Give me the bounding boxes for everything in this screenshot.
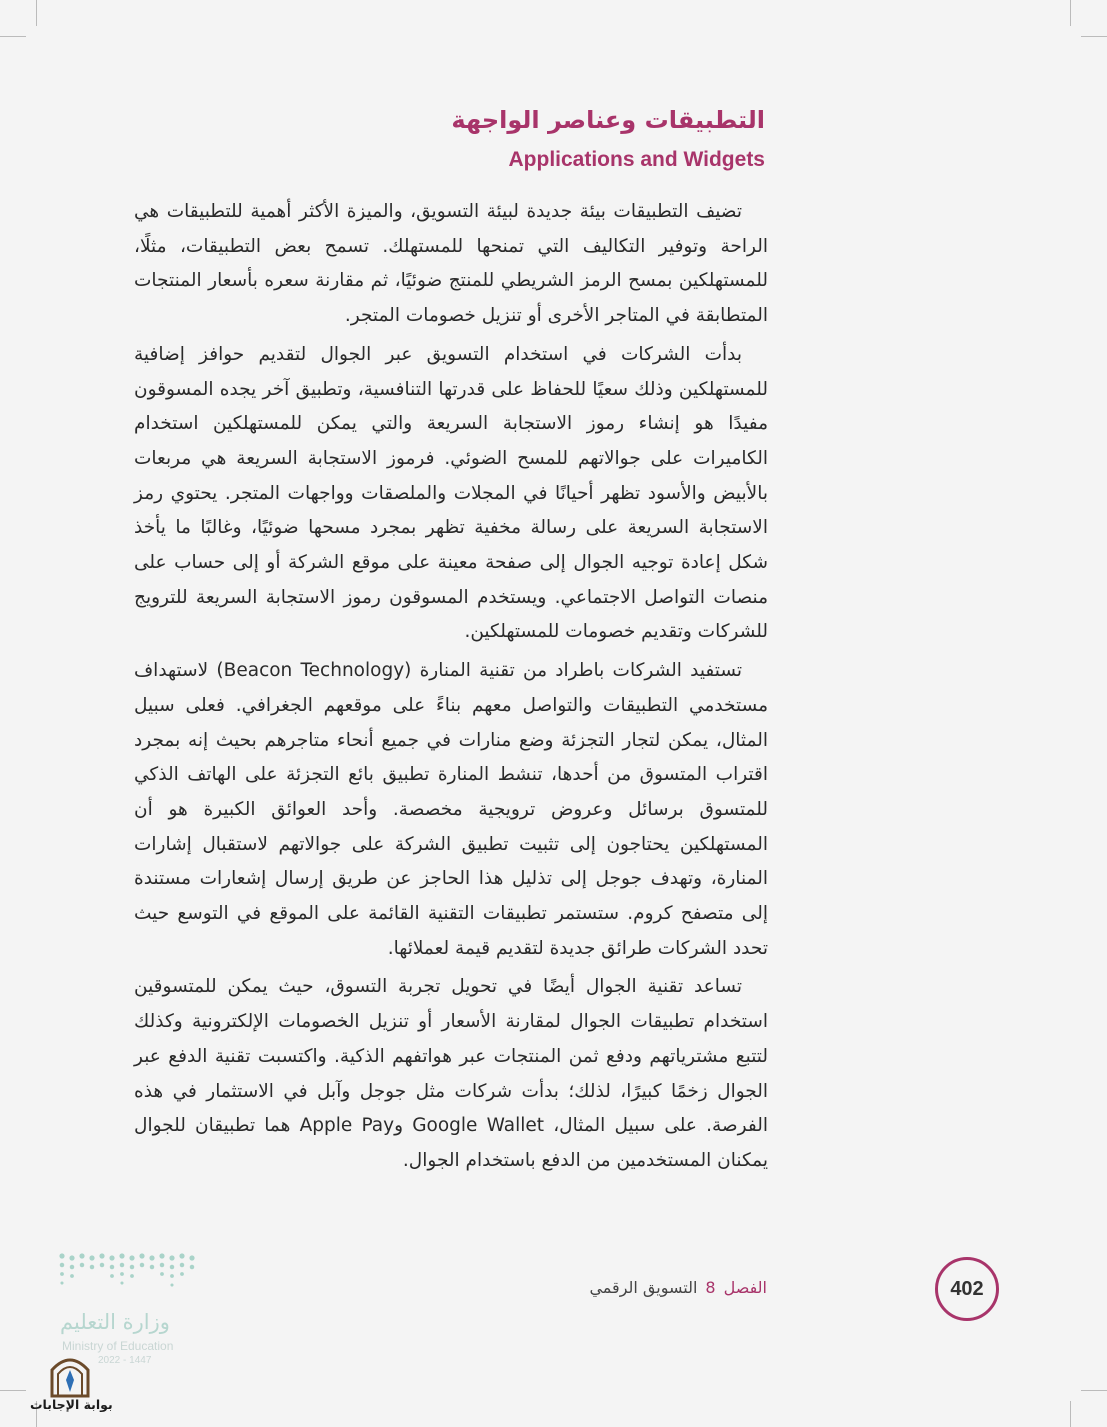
ministry-name-english: Ministry of Education xyxy=(62,1339,174,1353)
answers-portal-label: بوابة الإجابات xyxy=(30,1397,113,1412)
ministry-logo-dot xyxy=(139,1253,144,1258)
chapter-label: الفصل xyxy=(723,1278,767,1297)
ministry-logo-dot xyxy=(180,1272,184,1276)
ministry-logo-dot xyxy=(120,1263,125,1268)
ministry-logo-dot xyxy=(159,1253,164,1258)
paragraph-apps-intro: تضيف التطبيقات بيئة جديدة لبيئة التسويق، والميزة الأكثر أهمية للتطبيقات هي الراحة وتوفير التكاليف التي تمنحها للمستهلك. تسمح بعض التطبيقات، مثلًا، للمستهلكين بمسح الرمز الشريطي للمنتج ضوئيًا، ثم مقارنة سعره بأسعار المنتجات المتطابقة في المتاجر الأخرى أو تنزيل خصومات المتجر. xyxy=(134,201,768,327)
ministry-logo-dot xyxy=(99,1253,104,1258)
ministry-logo-dot xyxy=(60,1263,65,1268)
ministry-logo-dot xyxy=(120,1281,123,1284)
ministry-logo-dot xyxy=(100,1263,105,1268)
ministry-logo-dot xyxy=(70,1265,75,1270)
ministry-logo-dot xyxy=(69,1255,74,1260)
ministry-name-arabic: وزارة التعليم xyxy=(60,1310,170,1334)
chapter-title: التسويق الرقمي xyxy=(589,1278,698,1297)
ministry-logo-dot xyxy=(150,1265,155,1270)
ministry-logo-dot xyxy=(59,1253,64,1258)
ministry-logo-dot xyxy=(170,1274,174,1278)
ministry-logo-dot xyxy=(169,1255,174,1260)
ministry-logo-dot xyxy=(70,1274,74,1278)
ministry-logo-dot xyxy=(149,1255,154,1260)
ministry-logo-dot xyxy=(130,1265,135,1270)
answers-portal-logo-icon xyxy=(44,1348,96,1400)
crop-mark-top-left-v xyxy=(36,0,37,26)
body-text xyxy=(134,195,768,1183)
ministry-logo-dot xyxy=(119,1253,124,1258)
ministry-logo-dot xyxy=(110,1274,114,1278)
ministry-logo-dot xyxy=(170,1265,175,1270)
ministry-logo-dot xyxy=(140,1263,145,1268)
ministry-logo-dot xyxy=(90,1265,95,1270)
paragraph-qr-codes: بدأت الشركات في استخدام التسويق عبر الجوال لتقديم حوافز إضافية للمستهلكين وذلك سعيًا للحفاظ على قدرتها التنافسية، وتطبيق آخر يجده المسوقون مفيدًا هو إنشاء رموز الاستجابة السريعة والتي يمكن للمستهلكين استخدام الكاميرات على جوالاتهم للمسح الضوئي. فرموز الاستجابة السريعة هي مربعات بالأبيض والأسود تظهر أحيانًا في المجلات والملصقات وواجهات المتجر. يحتوي رمز الاستجابة السريعة على رسالة مخفية تظهر بمجرد مسحها ضوئيًا، وغالبًا ما يأخذ شكل إعادة توجيه الجوال إلى صفحة معينة على موقع الشركة أو إلى حساب على منصات التواصل الاجتماعي. ويستخدم المسوقون رموز الاستجابة السريعة للترويج للشركات وتقديم خصومات للمستهلكين. xyxy=(134,343,768,643)
ministry-logo-dot xyxy=(110,1265,115,1270)
section-title-english: Applications and Widgets xyxy=(508,148,765,171)
page-number: 402 xyxy=(935,1257,999,1321)
crop-mark-top-left-h xyxy=(0,36,26,37)
ministry-logo-dot xyxy=(120,1272,124,1276)
crop-mark-bottom-right-v xyxy=(1070,1401,1071,1427)
ministry-logo-dot xyxy=(130,1274,134,1278)
ministry-logo-dot xyxy=(60,1281,63,1284)
ministry-logo-dot xyxy=(170,1283,173,1286)
ministry-logo-dot xyxy=(189,1255,194,1260)
chapter-number: 8 xyxy=(705,1278,716,1297)
paragraph-mobile-payments: تساعد تقنية الجوال أيضًا في تحويل تجربة التسوق، حيث يمكن للمتسوقين استخدام تطبيقات الجوال لمقارنة الأسعار أو تنزيل الخصومات الإلكترونية وكذلك لتتبع مشترياتهم ودفع ثمن المنتجات عبر هواتفهم الذكية. واكتسبت تقنية الدفع عبر الجوال زخمًا كبيرًا، لذلك؛ بدأت شركات مثل جوجل وآبل في الاستثمار في هذه الفرصة. على سبيل المثال، Google Wallet وApple Pay هما تطبيقان للجوال يمكنان المستخدمين من الدفع باستخدام الجوال. xyxy=(134,976,768,1171)
ministry-year: 2022 - 1447 xyxy=(98,1355,152,1366)
chapter-footer xyxy=(589,1278,767,1297)
ministry-dots-logo-icon xyxy=(56,1248,206,1308)
crop-mark-bottom-left-h xyxy=(0,1390,26,1391)
crop-mark-top-right-v xyxy=(1070,0,1071,26)
ministry-logo-dot xyxy=(190,1265,195,1270)
ministry-logo-dot xyxy=(89,1255,94,1260)
ministry-logo-dot xyxy=(129,1255,134,1260)
section-title-arabic: التطبيقات وعناصر الواجهة xyxy=(451,106,765,134)
crop-mark-top-right-h xyxy=(1081,36,1107,37)
ministry-logo-dot xyxy=(160,1272,164,1276)
ministry-logo-dot xyxy=(160,1263,165,1268)
crop-mark-bottom-right-h xyxy=(1081,1390,1107,1391)
ministry-logo-dot xyxy=(80,1263,85,1268)
ministry-logo-dot xyxy=(79,1253,84,1258)
ministry-logo-dot xyxy=(109,1255,114,1260)
ministry-logo-dot xyxy=(180,1263,185,1268)
paragraph-beacon-technology: تستفيد الشركات باطراد من تقنية المنارة (Beacon Technology) لاستهداف مستخدمي التطبيقات والتواصل معهم بناءً على موقعهم الجغرافي. فعلى سبيل المثال، يمكن لتجار التجزئة وضع منارات في جميع أنحاء متاجرهم بحيث إنه بمجرد اقتراب المتسوق من أحدها، تنشط المنارة تطبيق بائع التجزئة على الهاتف الذكي للمتسوق برسائل وعروض ترويجية مخصصة. وأحد العوائق الكبيرة هو أن المستهلكين يحتاجون إلى تثبيت تطبيق الشركة على جوالاتهم لاستقبال إشارات المنارة، وتهدف جوجل إلى تذليل هذا الحاجز عن طريق إرسال إشعارات مستندة إلى متصفح كروم. ستستمر تطبيقات التقنية القائمة على الموقع في التوسع حيث تحدد الشركات طرائق جديدة لتقديم قيمة لعملائها. xyxy=(134,660,768,959)
ministry-logo-dot xyxy=(179,1253,184,1258)
ministry-logo-dot xyxy=(60,1272,64,1276)
